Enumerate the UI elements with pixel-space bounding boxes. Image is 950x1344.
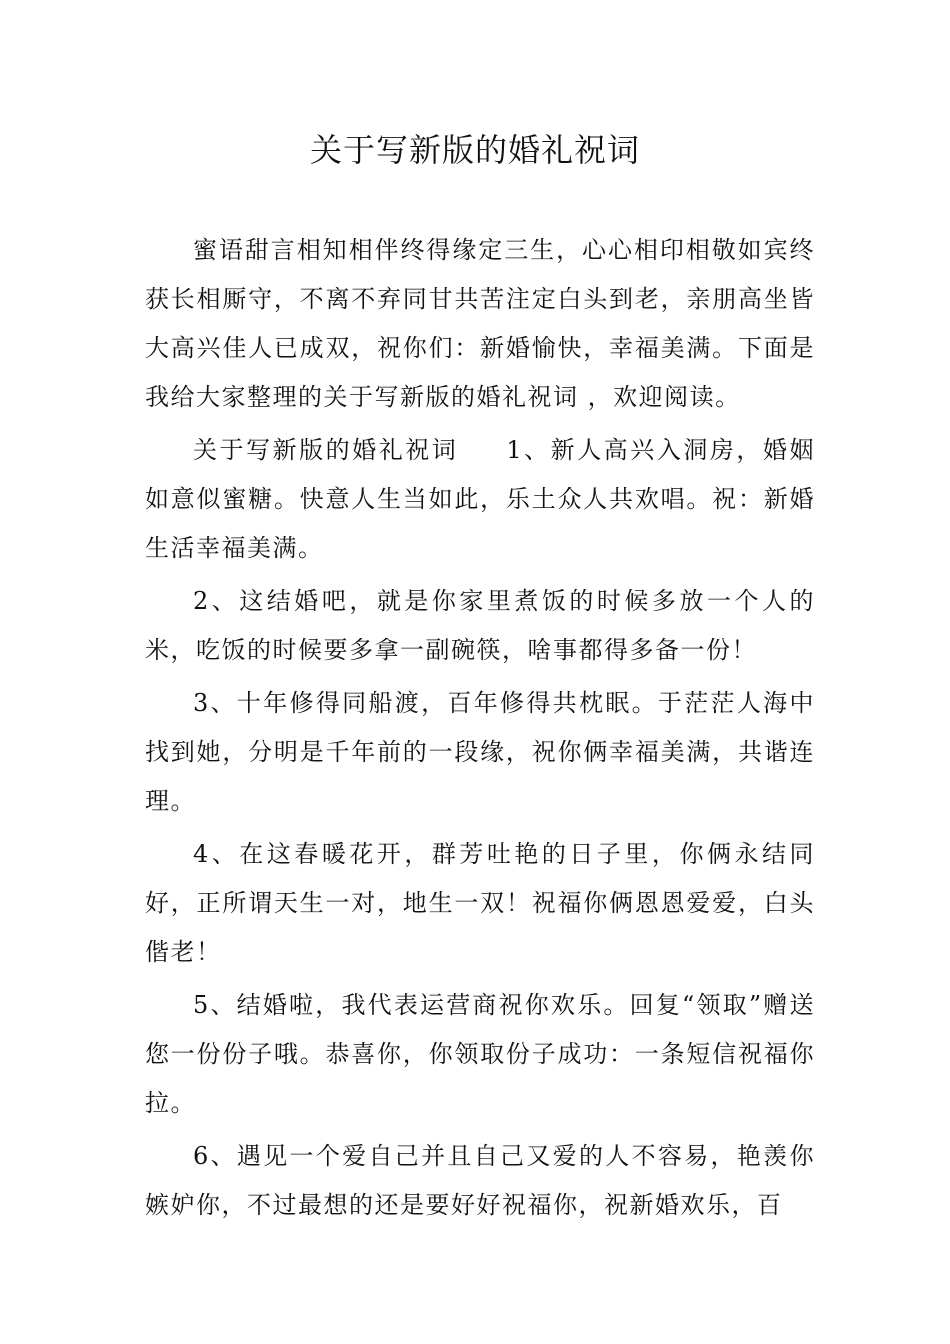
blessing-item-5: 5、结婚啦，我代表运营商祝你欢乐。回复“领取”赠送您一份份子哦。恭喜你，你领取份子成功：一条短信祝福你拉。 bbox=[145, 991, 815, 1117]
document-body bbox=[145, 226, 815, 1230]
blessing-item-3: 3、十年修得同船渡，百年修得共枕眠。于茫茫人海中找到她，分明是千年前的一段缘，祝你俩幸福美满，共谐连理。 bbox=[145, 689, 815, 815]
blessing-item-6: 6、遇见一个爱自己并且自己又爱的人不容易，艳羡你嫉妒你，不过最想的还是要好好祝福你，祝新婚欢乐，百 bbox=[145, 1142, 815, 1219]
section-heading-paragraph bbox=[145, 426, 815, 573]
blessing-item-1: 1、新人高兴入洞房，婚姻如意似蜜糖。快意人生当如此，乐土众人共欢唱。祝：新婚生活幸福美满。 bbox=[145, 436, 815, 562]
section-heading: 关于写新版的婚礼祝词 bbox=[193, 436, 459, 464]
blessing-item-2: 2、这结婚吧，就是你家里煮饭的时候多放一个人的米，吃饭的时候要多拿一副碗筷，啥事都得多备一份！ bbox=[145, 587, 815, 664]
document-title: 关于写新版的婚礼祝词 bbox=[309, 131, 640, 169]
intro-paragraph: 蜜语甜言相知相伴终得缘定三生，心心相印相敬如宾终获长相厮守，不离不弃同甘共苦注定白头到老，亲朋高坐皆大高兴佳人已成双，祝你们：新婚愉快，幸福美满。下面是我给大家整理的关于写新版的婚礼祝词 ，欢迎阅读。 bbox=[145, 236, 815, 411]
blessing-item-4: 4、在这春暖花开，群芳吐艳的日子里，你俩永结同好，正所谓天生一对，地生一双！祝福你俩恩恩爱爱，白头偕老！ bbox=[145, 840, 815, 966]
